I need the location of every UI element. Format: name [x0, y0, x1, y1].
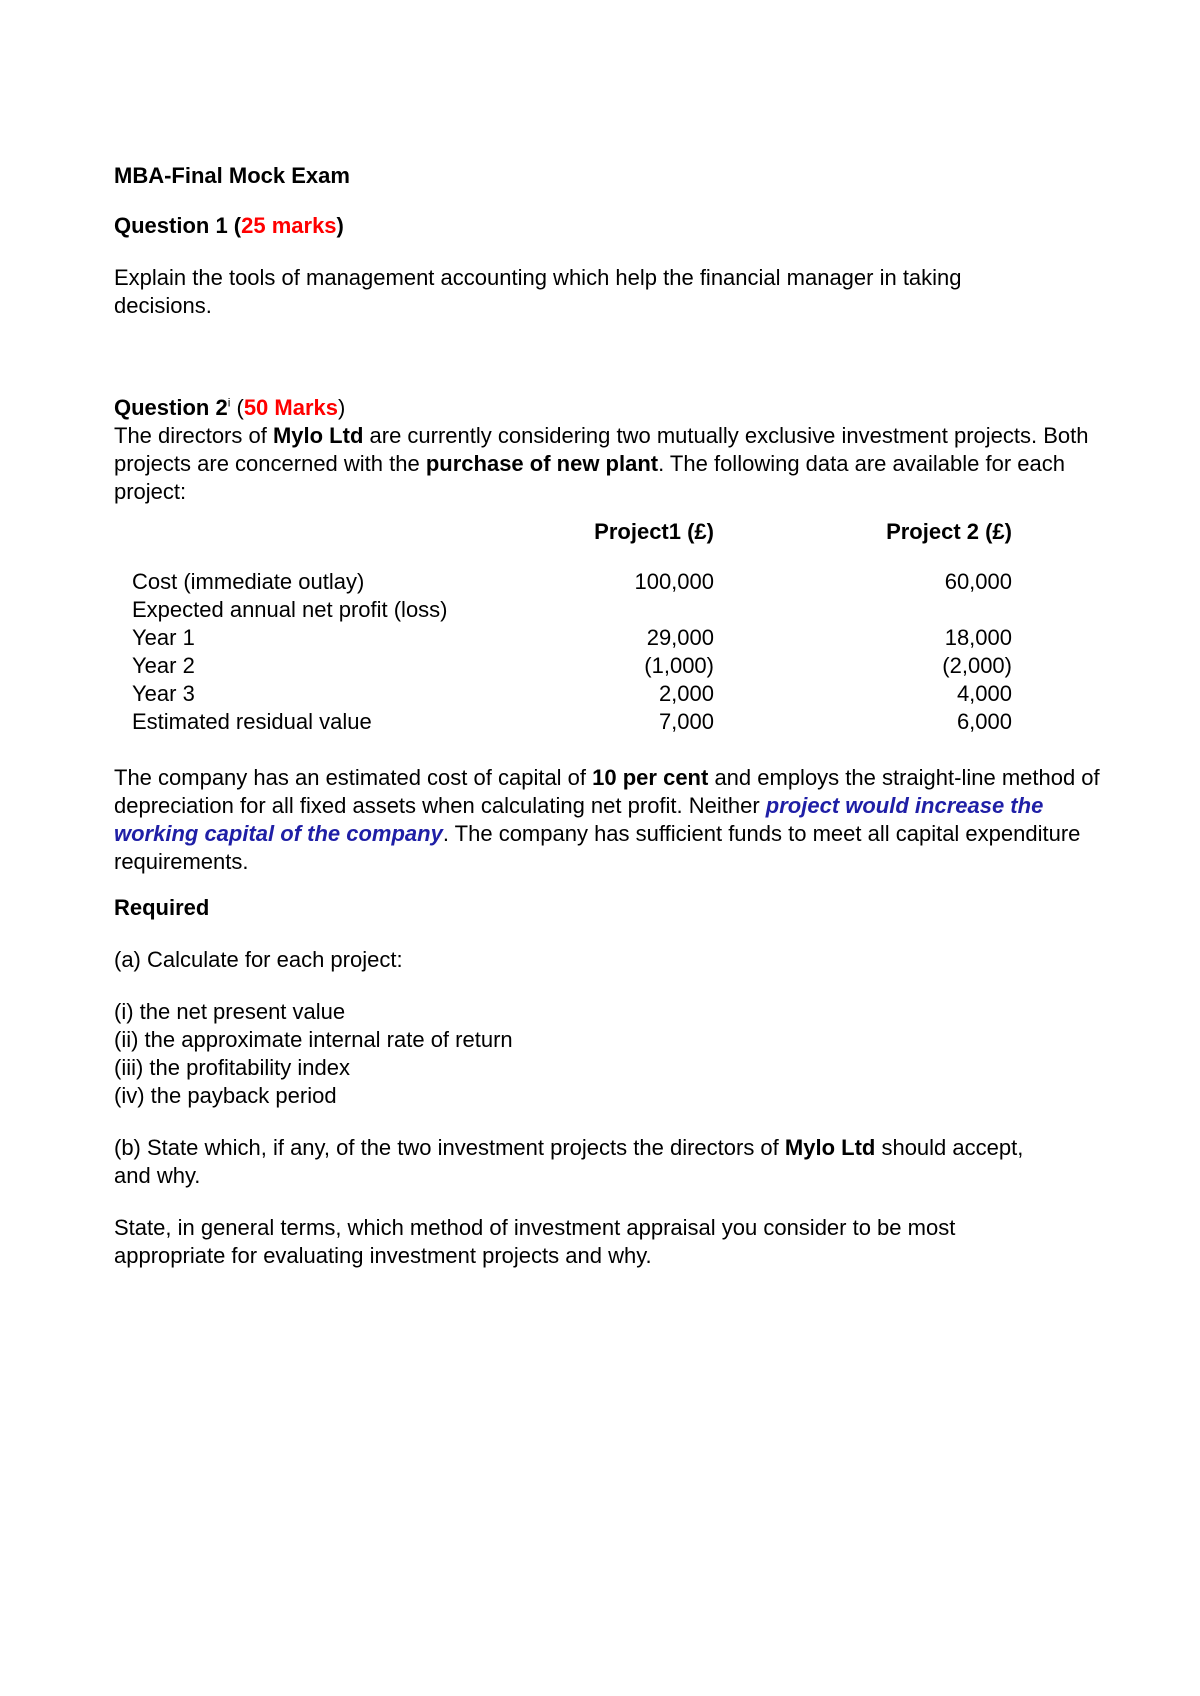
table-header-row: [132, 518, 1012, 546]
part-a-iii: (iii) the profitability index: [114, 1055, 350, 1080]
part-a: (a) Calculate for each project:: [114, 947, 403, 972]
part-b: (b) State which, if any, of the two investment projects the directors of Mylo Ltd should accept, and why.: [114, 1135, 1024, 1188]
question-2-heading: Question 2$^i$ (50 Marks): [114, 395, 346, 420]
table-row: Year 1 29,000 18,000: [132, 625, 1012, 650]
footnote-marker: i: [227, 395, 231, 410]
question-2-marks: 50 Marks: [243, 395, 338, 420]
table-row: Year 2 (1,000) (2,000): [132, 653, 1012, 678]
part-a-iv: (iv) the payback period: [114, 1083, 337, 1108]
highlighted-phrase: project would increase the working capital of the company: [114, 793, 1044, 846]
column-header-project-1: Project1 (£): [594, 519, 714, 544]
table-row: Expected annual net profit (loss): [132, 597, 448, 622]
question-1-marks: 25 marks: [241, 213, 337, 238]
part-a-i: (i) the net present value: [114, 999, 346, 1024]
table-row: Cost (immediate outlay) 100,000 60,000: [132, 569, 1012, 594]
cost-of-capital-paragraph: The company has an estimated cost of capital of 10 per cent and employs the straight-line method of depreciation for all fixed assets when calculating net profit. Neither project would increase the working capital of the company. The company has sufficient funds to meet all capital expenditure requirements.: [114, 765, 1100, 874]
column-header-project-2: Project 2 (£): [886, 519, 1012, 544]
question-1-heading: Question 1 (25 marks): [114, 213, 344, 238]
question-1-text: Explain the tools of management accounting which help the financial manager in taking decisions.: [114, 265, 962, 318]
document-title: MBA-Final Mock Exam: [114, 163, 350, 188]
table-row: Year 3 2,000 4,000: [132, 681, 1012, 706]
required-heading: Required: [114, 895, 210, 920]
general-question: State, in general terms, which method of investment appraisal you consider to be most appropriate for evaluating investment projects and why.: [114, 1215, 956, 1268]
table-row: Estimated residual value 7,000 6,000: [132, 709, 1012, 734]
question-2-intro: The directors of Mylo Ltd are currently considering two mutually exclusive investment projects. Both projects are concerned with the purchase of new plant. The following data are available for each project:: [114, 423, 1089, 504]
part-a-ii: (ii) the approximate internal rate of return: [114, 1027, 513, 1052]
